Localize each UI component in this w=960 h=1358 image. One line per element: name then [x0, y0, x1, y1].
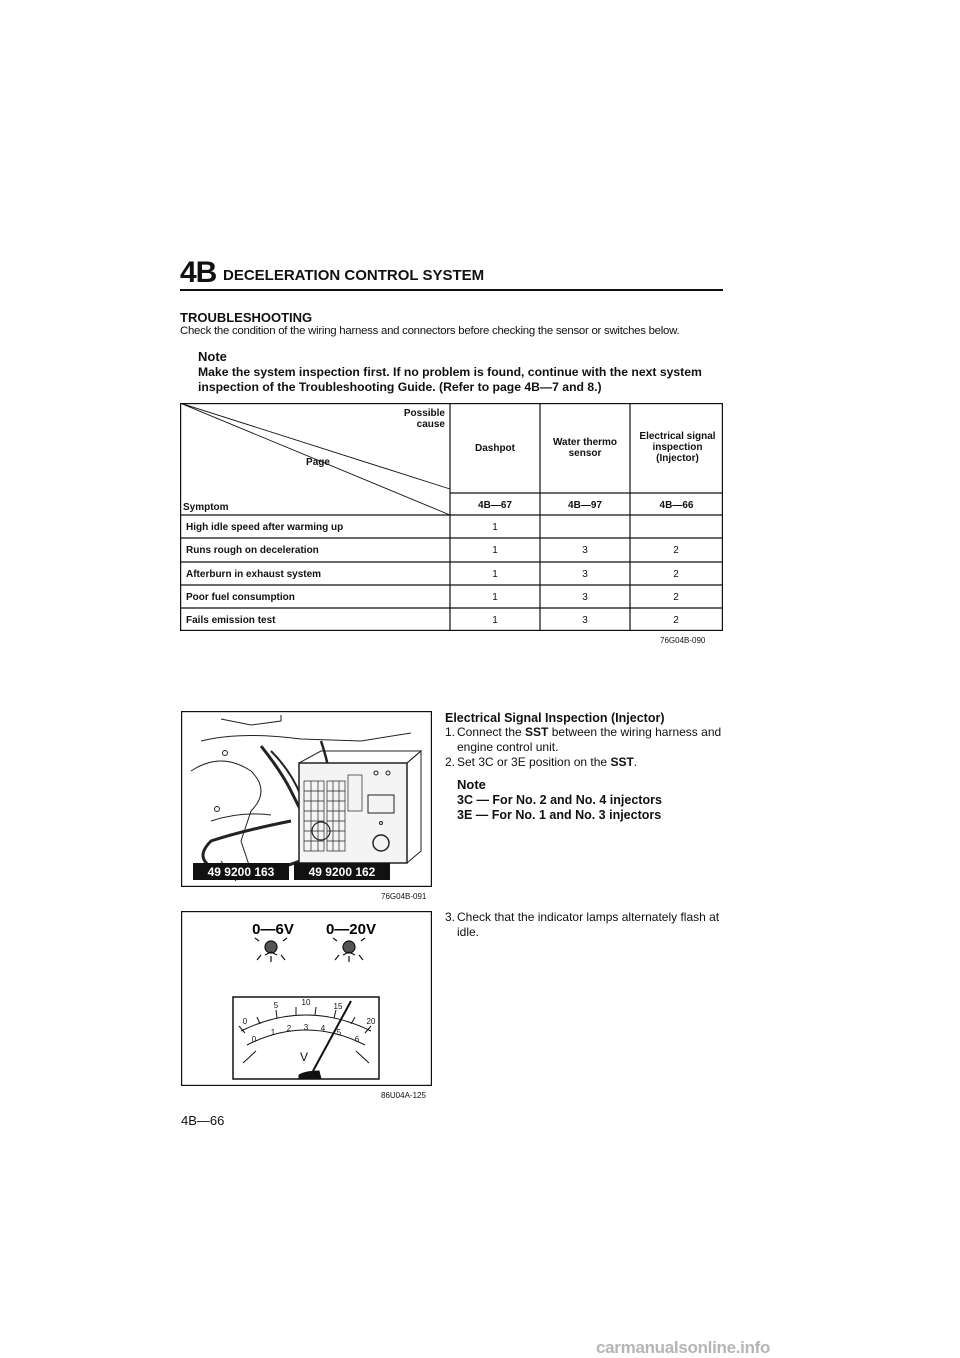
note-text: Make the system inspection first. If no problem is found, continue with the next system inspection of the Troubleshooting Guide. (Refer to page 4B—7 and 8.) [198, 365, 702, 394]
footer-watermark: carmanualsonline.info [596, 1338, 771, 1357]
scale-upper-label: 0 [242, 1017, 248, 1026]
scale-lower-label: 6 [354, 1035, 360, 1044]
table-cell: 1 [492, 522, 498, 533]
sst-connection-illustration [181, 711, 432, 887]
header-rule [180, 289, 723, 291]
tool-label-b: 49 9200 162 [308, 865, 376, 879]
symptom-label: Afterburn in exhaust system [186, 569, 322, 580]
step-1-text-cont: between the wiring harness and [548, 725, 722, 739]
step-3-number: 3. [445, 910, 456, 924]
tool-label-a: 49 9200 163 [207, 865, 275, 879]
column-header-water-thermo-sensor: Water thermo sensor [552, 437, 618, 459]
corner-page: Page [306, 457, 330, 468]
corner-symptom: Symptom [183, 502, 229, 513]
step-3-text: Check that the indicator lamps alternately flash at [457, 910, 720, 924]
corner-possible-cause: Possible cause [403, 408, 445, 430]
table-cell: 1 [492, 615, 498, 626]
column-header-electrical-signal: Electrical signal inspection (Injector) [639, 431, 716, 464]
sst-term: SST [525, 725, 549, 739]
inspection-note-line: 3E — For No. 1 and No. 3 injectors [457, 808, 662, 822]
table-cell: 2 [673, 615, 679, 626]
step-1-text: Connect the [457, 725, 526, 739]
scale-lower-label: 3 [303, 1023, 309, 1032]
table-cell: 1 [492, 545, 498, 556]
figure1-code: 76G04B-091 [381, 892, 427, 901]
scale-upper-label: 5 [273, 1001, 279, 1010]
sst-term: SST [610, 755, 634, 769]
step-1-text-line2: engine control unit. [457, 740, 559, 754]
scale-upper-label: 15 [333, 1002, 343, 1011]
lamp-left-label: 0—6V [252, 921, 294, 938]
table-cell: 3 [582, 592, 588, 603]
troubleshooting-heading: TROUBLESHOOTING [180, 310, 313, 325]
step-2-text: Set 3C or 3E position on the [457, 755, 611, 769]
column-page-dashpot: 4B—67 [478, 500, 512, 511]
inspection-title: Electrical Signal Inspection (Injector) [445, 711, 665, 725]
table-cell: 2 [673, 545, 679, 556]
step-2-number: 2. [445, 755, 456, 769]
step-2 [445, 755, 727, 770]
scale-upper-label: 20 [366, 1017, 376, 1026]
note-label: Note [198, 349, 227, 364]
step-3 [445, 910, 727, 940]
voltmeter-drawing [181, 911, 432, 1086]
page-number: 4B—66 [181, 1113, 225, 1128]
inspection-note-label: Note [457, 777, 486, 792]
table-cell: 1 [492, 569, 498, 580]
column-page-water-thermo-sensor: 4B—97 [568, 500, 602, 511]
column-page-electrical-signal: 4B—66 [659, 500, 694, 511]
symptom-label: Fails emission test [186, 615, 276, 626]
indicator-lamps-illustration [181, 911, 432, 1086]
troubleshooting-intro: Check the condition of the wiring harness and connectors before checking the sensor or switches below. [180, 325, 680, 337]
figure2-code: 86U04A-125 [381, 1091, 426, 1100]
table-figure-code: 76G04B-090 [660, 636, 706, 645]
sst-drawing [181, 711, 432, 887]
troubleshooting-table [180, 403, 723, 631]
symptom-label: Poor fuel consumption [186, 592, 295, 603]
step-3-text-line2: idle. [457, 925, 480, 939]
table-cell: 2 [673, 592, 679, 603]
section-code: 4B [180, 256, 217, 289]
step-2-text-end: . [633, 755, 638, 769]
scale-lower-label: 4 [320, 1024, 326, 1033]
table-cell: 3 [582, 569, 588, 580]
inspection-note-line: 3C — For No. 2 and No. 4 injectors [457, 793, 662, 807]
table-cell: 1 [492, 592, 498, 603]
column-header-dashpot: Dashpot [475, 443, 515, 454]
scale-lower-label: 1 [270, 1028, 276, 1037]
table-cell: 3 [582, 615, 588, 626]
symptom-label: High idle speed after warming up [186, 522, 344, 533]
symptom-label: Runs rough on deceleration [186, 545, 319, 556]
scale-lower-label: 5 [336, 1028, 342, 1037]
table-cell: 2 [673, 569, 679, 580]
table-cell: 3 [582, 545, 588, 556]
scale-lower-label: 2 [286, 1024, 292, 1033]
section-title: DECELERATION CONTROL SYSTEM [223, 267, 485, 284]
scale-lower-label: 0 [251, 1035, 257, 1044]
step-1 [445, 725, 727, 755]
meter-unit: V [299, 1050, 309, 1064]
step-1-number: 1. [445, 725, 456, 739]
lamp-right-label: 0—20V [325, 921, 377, 938]
scale-upper-label: 10 [301, 998, 311, 1007]
